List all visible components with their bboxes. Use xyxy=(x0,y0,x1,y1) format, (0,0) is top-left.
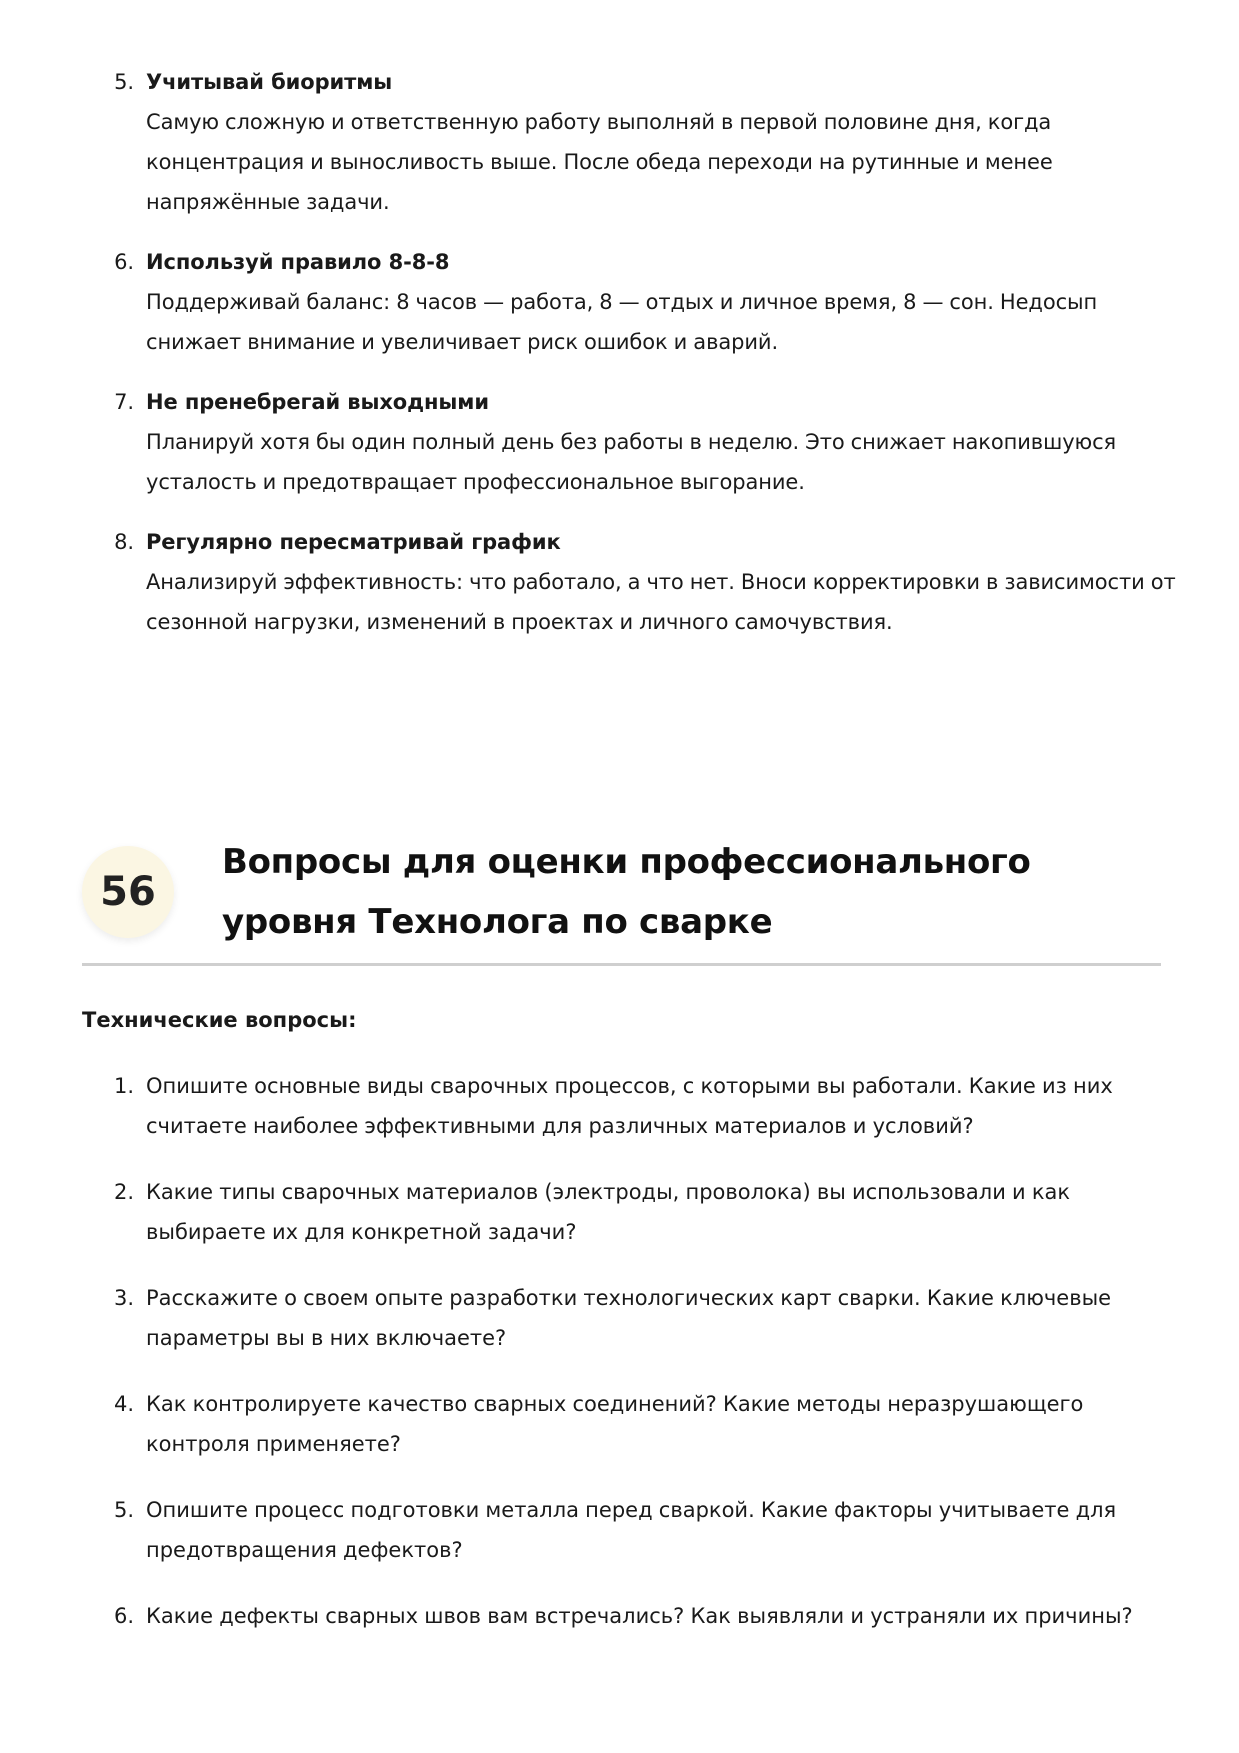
list-number: 2. xyxy=(114,1180,135,1204)
list-number: 6. xyxy=(114,1604,135,1628)
list-item xyxy=(114,62,1178,222)
list-item xyxy=(114,1490,1178,1570)
list-item xyxy=(114,522,1178,642)
list-item xyxy=(114,1384,1178,1464)
list-number: 4. xyxy=(114,1392,135,1416)
list-item xyxy=(114,1066,1178,1146)
list-number: 3. xyxy=(114,1286,135,1310)
list-item xyxy=(114,242,1178,362)
subheading-technical-questions: Технические вопросы: xyxy=(82,1008,357,1032)
tip-title: Регулярно пересматривай график xyxy=(146,530,561,554)
list-number: 5. xyxy=(114,1498,135,1522)
question-text: Как контролируете качество сварных соединений? Какие методы неразрушающего контроля применяете? xyxy=(146,1392,1084,1456)
list-number: 6. xyxy=(114,250,134,274)
section-number-badge: 56 xyxy=(82,846,174,938)
tip-body: Планируй хотя бы один полный день без работы в неделю. Это снижает накопившуюся усталость и предотвращает профессиональное выгорание. xyxy=(146,430,1117,494)
question-text: Какие типы сварочных материалов (электроды, проволока) вы использовали и как выбираете их для конкретной задачи? xyxy=(146,1180,1071,1244)
tip-body: Анализируй эффективность: что работало, а что нет. Вноси корректировки в зависимости от сезонной нагрузки, изменений в проектах и личного самочувствия. xyxy=(146,570,1176,634)
question-text: Расскажите о своем опыте разработки технологических карт сварки. Какие ключевые параметры вы в них включаете? xyxy=(146,1286,1112,1350)
tip-title: Учитывай биоритмы xyxy=(146,70,393,94)
list-number: 5. xyxy=(114,70,134,94)
list-item xyxy=(114,1278,1178,1358)
tips-list xyxy=(114,62,1178,662)
question-text: Опишите процесс подготовки металла перед сваркой. Какие факторы учитываете для предотвращения дефектов? xyxy=(146,1498,1117,1562)
section-header xyxy=(82,828,1161,966)
list-number: 1. xyxy=(114,1074,135,1098)
list-item xyxy=(114,1596,1178,1636)
tip-body: Поддерживай баланс: 8 часов — работа, 8 — отдых и личное время, 8 — сон. Недосып снижает внимание и увеличивает риск ошибок и аварий. xyxy=(146,290,1098,354)
questions-list xyxy=(114,1066,1178,1662)
list-number: 8. xyxy=(114,530,134,554)
list-item xyxy=(114,382,1178,502)
question-text: Какие дефекты сварных швов вам встречались? Как выявляли и устраняли их причины? xyxy=(146,1604,1133,1628)
tip-body: Самую сложную и ответственную работу выполняй в первой половине дня, когда концентрация и выносливость выше. После обеда переходи на рутинные и менее напряжённые задачи. xyxy=(146,110,1053,214)
list-item xyxy=(114,1172,1178,1252)
tip-title: Не пренебрегай выходными xyxy=(146,390,489,414)
question-text: Опишите основные виды сварочных процессов, с которыми вы работали. Какие из них считаете наиболее эффективными для различных материалов и условий? xyxy=(146,1074,1113,1138)
section-title: Вопросы для оценки профессионального уровня Технолога по сварке xyxy=(222,842,1031,942)
tip-title: Используй правило 8-8-8 xyxy=(146,250,450,274)
list-number: 7. xyxy=(114,390,134,414)
